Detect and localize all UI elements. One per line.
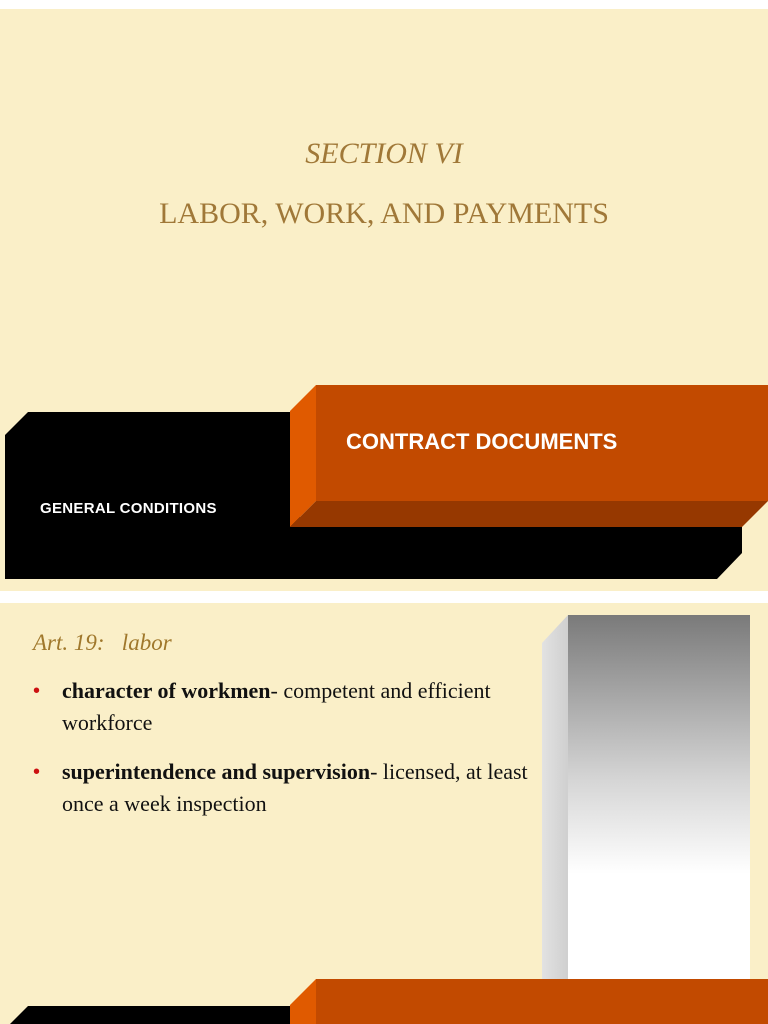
pillar-front	[568, 615, 750, 985]
article-heading: Art. 19: labor	[33, 630, 172, 655]
bullet-dot-icon: •	[33, 761, 41, 783]
orange-bar-shade	[290, 501, 768, 527]
banner-graphic-partial	[0, 979, 768, 1024]
contract-documents-label: CONTRACT DOCUMENTS	[346, 429, 618, 454]
bullet-text: - competent and efficient workforce	[62, 678, 491, 735]
general-conditions-label: GENERAL CONDITIONS	[40, 500, 217, 517]
pillar-side	[542, 615, 568, 985]
section-title: SECTION VI	[305, 137, 463, 170]
orange-bar-bevel	[290, 979, 316, 1024]
bullet-text: - licensed, at least once a week inspection	[62, 759, 528, 816]
bullet-term: character of workmen	[62, 678, 271, 703]
list-item	[33, 675, 543, 739]
orange-bar	[316, 979, 768, 1024]
banner-graphic	[0, 385, 768, 585]
slide-title	[0, 9, 768, 591]
bullet-term: superintendence and supervision	[62, 759, 371, 784]
bullet-dot-icon: •	[33, 680, 41, 702]
slide-content	[0, 603, 768, 1024]
black-bar	[5, 1006, 300, 1024]
section-subtitle: LABOR, WORK, AND PAYMENTS	[159, 197, 609, 230]
pillar-graphic	[540, 613, 752, 985]
list-item	[33, 756, 543, 820]
